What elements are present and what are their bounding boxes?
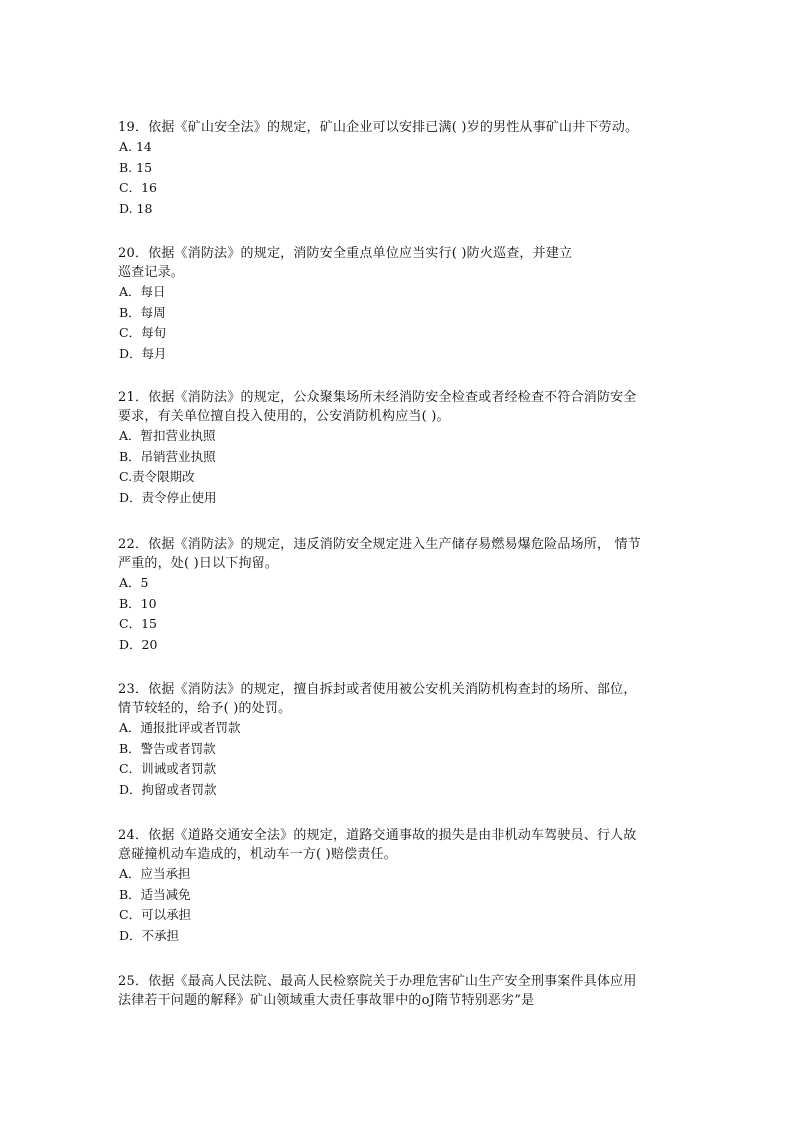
option-c: C．可以承担 xyxy=(119,907,192,923)
question-stem-line: 要求，有关单位擅自投入使用的，公安消防机构应当( )。 xyxy=(118,409,450,424)
question-22 xyxy=(118,535,678,656)
question-21 xyxy=(118,388,678,509)
option-c: C．16 xyxy=(119,180,157,196)
question-stem-line: 法律若干问题的解释》矿山领域重大责任事故罪中的oJ隋节特别恶劣”是 xyxy=(118,993,535,1008)
question-stem-line: 21．依据《消防法》的规定，公众聚集场所未经消防安全检查或者经检查不符合消防安全 xyxy=(118,390,637,405)
option-d: D．不承担 xyxy=(119,928,180,944)
question-stem-line: 20．依据《消防法》的规定，消防安全重点单位应当实行( )防火巡查，并建立 xyxy=(118,246,573,261)
question-19 xyxy=(118,118,678,220)
option-a: A．应当承担 xyxy=(119,866,191,881)
option-b: B. 15 xyxy=(119,159,153,175)
option-d: D．拘留或者罚款 xyxy=(119,782,217,798)
option-b: B．10 xyxy=(119,595,157,611)
question-23 xyxy=(118,680,678,801)
option-b: B．吊销营业执照 xyxy=(119,448,216,464)
option-a: A．通报批评或者罚款 xyxy=(119,720,241,735)
question-25 xyxy=(118,972,678,1010)
question-stem-line: 情节较轻的，给予( )的处罚。 xyxy=(118,701,292,716)
question-stem-line: 意碰撞机动车造成的，机动车一方( )赔偿责任。 xyxy=(118,847,397,862)
option-a: A．每日 xyxy=(119,284,166,299)
option-d: D. 18 xyxy=(119,201,153,217)
question-stem-line: 24．依据《道路交通安全法》的规定，道路交通事故的损失是由非机动车驾驶员、行人故 xyxy=(118,828,637,843)
option-b: B．适当减免 xyxy=(119,886,191,902)
question-stem-line: 严重的，处( )日以下拘留。 xyxy=(118,556,279,571)
question-stem-line: 19．依据《矿山安全法》的规定，矿山企业可以安排已满( )岁的男性从事矿山井下劳动。 xyxy=(118,120,639,135)
option-c: C．每旬 xyxy=(119,325,167,341)
option-b: B．警告或者罚款 xyxy=(119,740,216,756)
option-d: D．每月 xyxy=(119,346,167,362)
question-20 xyxy=(118,244,678,365)
option-a: A. 14 xyxy=(119,139,152,154)
option-c: C．15 xyxy=(119,616,157,632)
question-stem-line: 巡查记录。 xyxy=(118,265,185,280)
option-a: A．5 xyxy=(119,575,149,590)
option-d: D．责令停止使用 xyxy=(119,490,217,506)
option-c: C．训诫或者罚款 xyxy=(119,761,217,777)
option-d: D．20 xyxy=(119,637,158,653)
option-b: B．每周 xyxy=(119,304,166,320)
option-c: C.责令限期改 xyxy=(119,469,195,485)
question-stem-line: 25．依据《最高人民法院、最高人民检察院关于办理危害矿山生产安全刑事案件具体应用 xyxy=(118,974,637,989)
question-24 xyxy=(118,826,678,947)
question-stem-line: 23．依据《消防法》的规定，擅自拆封或者使用被公安机关消防机构查封的场所、部位， xyxy=(118,682,637,697)
option-a: A．暂扣营业执照 xyxy=(119,428,216,443)
question-stem-line: 22．依据《消防法》的规定，违反消防安全规定进入生产储存易燃易爆危险品场所， 情节 xyxy=(118,537,641,552)
